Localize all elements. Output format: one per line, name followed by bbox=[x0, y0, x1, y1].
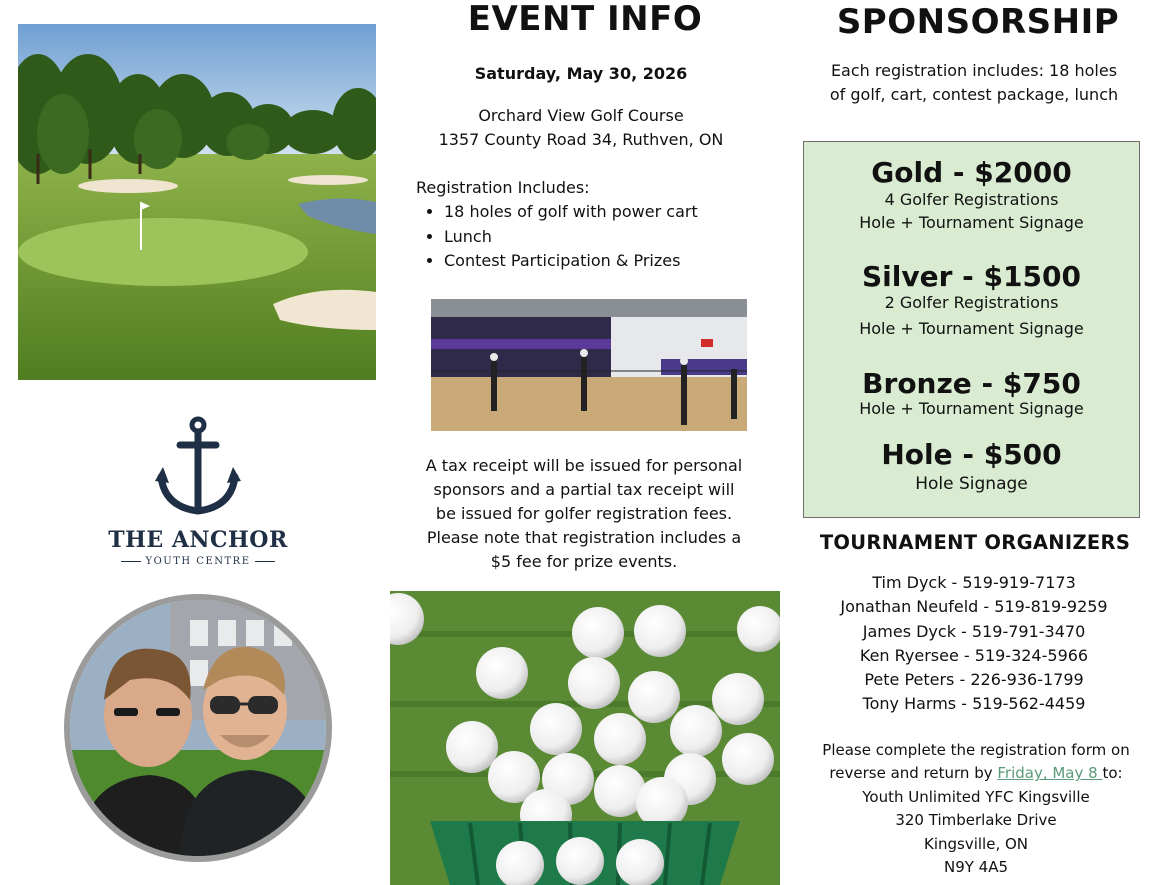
venue-address: 1357 County Road 34, Ruthven, ON bbox=[438, 130, 724, 149]
logo-name: THE ANCHOR bbox=[108, 527, 288, 553]
tier-hole-name: Hole - $500 bbox=[881, 438, 1062, 471]
list-item: Tony Harms - 519-562-4459 bbox=[862, 694, 1086, 714]
includes-line: of golf, cart, contest package, lunch bbox=[829, 85, 1119, 104]
organizers-photo bbox=[64, 594, 332, 862]
tier-gold-line: Hole + Tournament Signage bbox=[859, 213, 1084, 232]
logo-subtitle bbox=[108, 556, 288, 567]
tax-receipt-note bbox=[396, 454, 772, 574]
registration-includes bbox=[416, 176, 756, 274]
tier-bronze-name: Bronze - $750 bbox=[862, 367, 1081, 400]
deadline-link[interactable]: Friday, May 8 bbox=[997, 764, 1103, 783]
list-item: • Contest Participation & Prizes bbox=[444, 249, 756, 274]
organizers-title: TOURNAMENT ORGANIZERS bbox=[819, 531, 1131, 554]
list-item: • 18 holes of golf with power cart bbox=[444, 200, 756, 225]
list-item: Jonathan Neufeld - 519-819-9259 bbox=[840, 597, 1108, 617]
anchor-youth-centre-logo bbox=[108, 415, 288, 580]
sponsorship-includes bbox=[800, 59, 1148, 107]
registration-heading: Registration Includes: bbox=[416, 178, 590, 197]
venue-name: Orchard View Golf Course bbox=[478, 106, 684, 125]
return-address-line: Youth Unlimited YFC Kingsville bbox=[862, 787, 1090, 806]
tax-note-line: be issued for golfer registration fees. bbox=[435, 504, 733, 523]
anchor-icon bbox=[153, 415, 243, 519]
tier-silver-name: Silver - $1500 bbox=[862, 260, 1081, 293]
return-instructions bbox=[800, 739, 1152, 879]
list-item: James Dyck - 519-791-3470 bbox=[862, 621, 1086, 641]
list-item: Tim Dyck - 519-919-7173 bbox=[872, 573, 1076, 592]
closing-line-1: Please complete the registration form on bbox=[822, 741, 1130, 759]
tax-note-line: sponsors and a partial tax receipt will bbox=[433, 480, 735, 499]
tier-gold-line: 4 Golfer Registrations bbox=[884, 190, 1059, 209]
registration-list bbox=[416, 200, 756, 274]
tier-silver-line: Hole + Tournament Signage bbox=[859, 319, 1084, 338]
organizers-list bbox=[800, 571, 1148, 717]
sponsorship-tiers-box bbox=[803, 141, 1140, 518]
return-address-line: 320 Timberlake Drive bbox=[895, 811, 1057, 830]
tier-silver-line: 2 Golfer Registrations bbox=[884, 293, 1059, 312]
tax-note-line: Please note that registration includes a bbox=[426, 528, 742, 547]
gym-photo bbox=[431, 299, 747, 431]
list-item: Pete Peters - 226-936-1799 bbox=[864, 670, 1084, 690]
tier-hole-line: Hole Signage bbox=[915, 474, 1028, 494]
tax-note-line: A tax receipt will be issued for personal bbox=[425, 456, 743, 475]
closing-line-2-after: to: bbox=[1102, 764, 1123, 783]
closing-line-2-before: reverse and return by bbox=[829, 764, 998, 783]
event-venue bbox=[405, 104, 757, 152]
return-address-line: N9Y 4A5 bbox=[943, 858, 1009, 877]
golf-course-photo bbox=[18, 24, 376, 380]
list-item: Ken Ryersee - 519-324-5966 bbox=[859, 645, 1089, 665]
event-info-title: EVENT INFO bbox=[467, 0, 703, 39]
golf-balls-photo bbox=[390, 591, 780, 885]
tax-note-line: $5 fee for prize events. bbox=[490, 552, 678, 571]
sponsorship-title: SPONSORSHIP bbox=[836, 2, 1120, 42]
list-item: • Lunch bbox=[444, 225, 756, 250]
includes-line: Each registration includes: 18 holes bbox=[830, 61, 1118, 80]
tier-gold-name: Gold - $2000 bbox=[871, 156, 1072, 189]
tier-bronze-line: Hole + Tournament Signage bbox=[859, 399, 1084, 418]
closing-line-2 bbox=[800, 762, 1152, 785]
logo-subtitle-text: YOUTH CENTRE bbox=[145, 556, 251, 567]
event-date: Saturday, May 30, 2026 bbox=[474, 64, 688, 83]
return-address-line: Kingsville, ON bbox=[923, 834, 1029, 853]
